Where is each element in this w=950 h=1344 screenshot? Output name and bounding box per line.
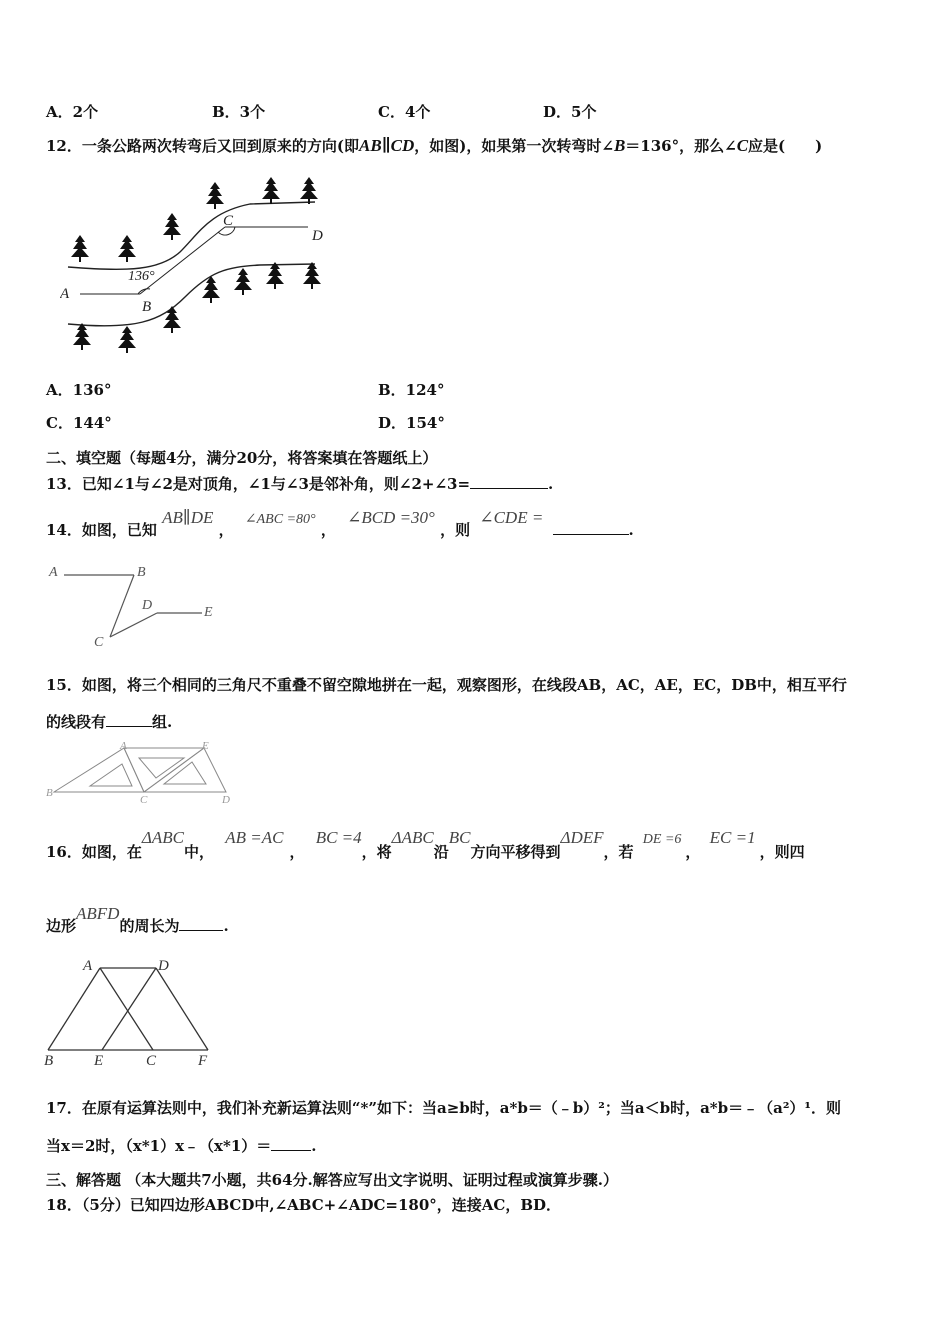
q12-label-c: C (223, 213, 234, 229)
q12-label-b: B (142, 299, 152, 315)
q16-label-b: B (44, 1053, 54, 1069)
q16-line1: 16．如图，在ΔABC中， AB =AC， BC =4，将ΔABC沿BC方向平移得到ΔDEF，若 DE =6， EC =1，则四 (46, 828, 805, 861)
q12-label-d: D (312, 228, 323, 244)
q12-angle-label: 136° (128, 269, 155, 284)
q14-label-d: D (142, 598, 153, 613)
q11-option-a: A．2个 (46, 103, 99, 121)
q12-stem: 12．一条公路两次转弯后又回到原来的方向(即AB∥CD，如图)，如果第一次转弯时∠B＝136°，那么∠C应是( ) (46, 136, 823, 155)
section2-heading: 二、填空题（每题4分，满分20分，将答案填在答题纸上） (46, 449, 438, 467)
q16-line2: 边形ABFD的周长为 . (46, 904, 229, 935)
q17-answer-blank (271, 1136, 311, 1151)
section3-heading: 三、解答题 （本大题共7小题，共64分.解答应写出文字说明、证明过程或演算步骤.） (46, 1171, 618, 1189)
q14-figure (44, 560, 224, 652)
q14-answer-blank (553, 520, 629, 535)
q14-label-c: C (94, 635, 104, 650)
q12-option-d: D．154° (378, 414, 445, 432)
q15-label-d: D (222, 794, 230, 806)
q15-line2: 的线段有 组. (46, 713, 173, 731)
q15-label-a: A (120, 740, 127, 752)
q15-line1: 15．如图，将三个相同的三角尺不重叠不留空隙地拼在一起，观察图形，在线段AB，AC，AE，EC，DB中，相互平行 (46, 676, 847, 694)
q16-label-e: E (94, 1053, 104, 1069)
q12-option-c: C．144° (46, 414, 112, 432)
q14-label-b: B (137, 565, 146, 580)
q15-answer-blank (106, 712, 152, 727)
q11-option-b: B．3个 (212, 103, 266, 121)
q15-label-c: C (140, 794, 148, 806)
q11-option-c: C．4个 (378, 103, 431, 121)
q14-label-a: A (49, 565, 58, 580)
q16-label-c: C (146, 1053, 157, 1069)
q16-label-f: F (198, 1053, 208, 1069)
q13-answer-blank (470, 474, 548, 489)
q12-option-a: A．136° (46, 381, 112, 399)
q16-label-d: D (158, 958, 169, 974)
q13-stem: 13．已知∠1与∠2是对顶角，∠1与∠3是邻补角，则∠2+∠3= . (46, 475, 554, 493)
q14-stem: 14．如图，已知 AB∥DE ， ∠ABC =80° ， ∠BCD =30° ，则 ∠CDE = . (46, 508, 634, 539)
q16-answer-blank (179, 916, 223, 931)
q12-road-figure (60, 172, 335, 357)
q15-triangles-figure (44, 740, 244, 810)
q15-label-b: B (46, 787, 53, 799)
q17-line1: 17．在原有运算法则中，我们补充新运算法则“*”如下：当a≥b时，a*b＝（﹣b）²；当a＜b时，a*b＝﹣（a²）¹．则 (46, 1099, 841, 1117)
q16-figure (40, 955, 220, 1070)
q12-option-b: B．124° (378, 381, 445, 399)
q12-label-a: A (60, 286, 70, 302)
q16-label-a: A (83, 958, 93, 974)
q18-stem: 18．（5分）已知四边形ABCD中,∠ABC+∠ADC=180°，连接AC，BD． (46, 1196, 562, 1214)
q11-option-d: D．5个 (543, 103, 597, 121)
q14-label-e: E (204, 605, 213, 620)
q15-label-e: E (202, 740, 209, 752)
q17-line2: 当x＝2时，（x*1）x﹣（x*1）＝ . (46, 1137, 317, 1155)
